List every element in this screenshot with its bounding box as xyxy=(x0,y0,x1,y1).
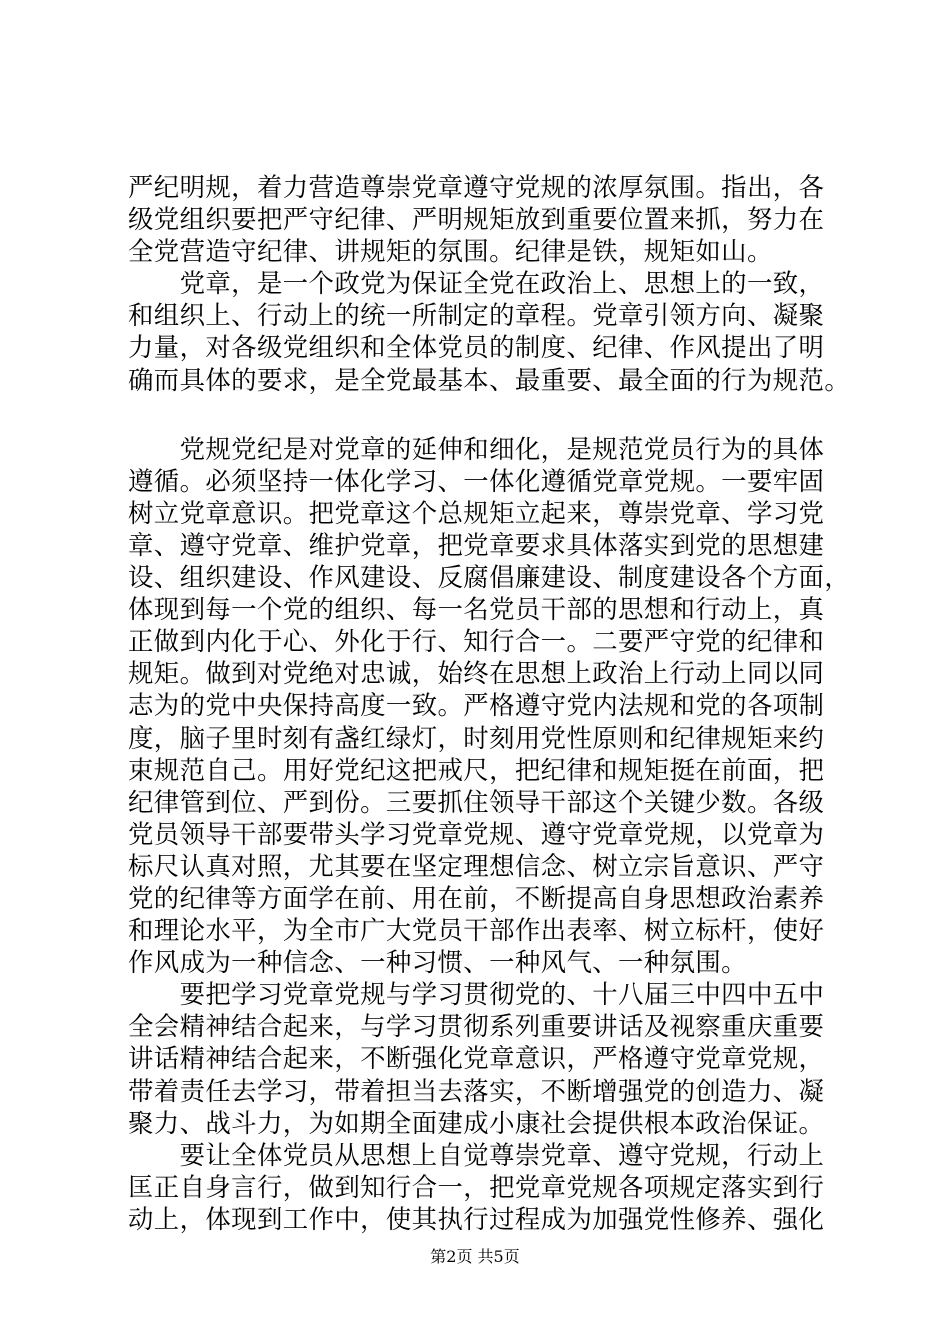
text-line: 动上，体现到工作中，使其执行过程成为加强党性修养、强化 xyxy=(128,1203,825,1234)
paragraph-5 xyxy=(128,1139,848,1235)
text-line: 讲话精神结合起来，不断强化党章意识，严格遵守党章党规， xyxy=(128,1043,825,1074)
text-line: 党章，是一个政党为保证全党在政治上、思想上的一致， xyxy=(128,268,825,299)
text-line: 和组织上、行动上的统一所制定的章程。党章引领方向、凝聚 xyxy=(128,300,825,331)
text-line: 正做到内化于心、外化于行、知行合一。二要严守党的纪律和 xyxy=(128,626,825,657)
text-line: 党规党纪是对党章的延伸和细化，是规范党员行为的具体 xyxy=(128,433,825,464)
text-line: 志为的党中央保持高度一致。严格遵守党内法规和党的各项制 xyxy=(128,690,825,721)
body-text xyxy=(128,171,851,1235)
text-line: 规矩。做到对党绝对忠诚，始终在思想上政治上行动上同以同 xyxy=(128,658,825,689)
text-line: 束规范自己。用好党纪这把戒尺，把纪律和规矩挺在前面，把 xyxy=(128,754,825,785)
text-line: 体现到每一个党的组织、每一名党员干部的思想和行动上，真 xyxy=(128,594,825,625)
text-line: 全会精神结合起来，与学习贯彻系列重要讲话及视察重庆重要 xyxy=(128,1011,825,1042)
paragraph-2 xyxy=(128,267,851,395)
text-line: 力量，对各级党组织和全体党员的制度、纪律、作风提出了明 xyxy=(128,332,825,363)
text-line: 章、遵守党章、维护党章，把党章要求具体落实到党的思想建 xyxy=(128,529,825,560)
paragraph-gap xyxy=(128,396,848,433)
page-footer xyxy=(0,1244,950,1267)
text-line: 纪律管到位、严到份。三要抓住领导干部这个关键少数。各级 xyxy=(128,786,825,817)
text-line: 聚力、战斗力，为如期全面建成小康社会提供根本政治保证。 xyxy=(128,1107,825,1138)
text-line: 党员领导干部要带头学习党章党规、遵守党章党规，以党章为 xyxy=(128,818,825,849)
text-line: 要让全体党员从思想上自觉尊崇党章、遵守党规，行动上 xyxy=(128,1139,825,1170)
text-line: 匡正自身言行，做到知行合一，把党章党规各项规定落实到行 xyxy=(128,1171,825,1202)
text-line: 度，脑子里时刻有盏红绿灯，时刻用党性原则和纪律规矩来约 xyxy=(128,722,825,753)
text-line: 全党营造守纪律、讲规矩的氛围。纪律是铁，规矩如山。 xyxy=(128,236,773,267)
paragraph-1 xyxy=(128,171,848,267)
text-line: 确而具体的要求，是全党最基本、最重要、最全面的行为规范。 xyxy=(128,364,851,395)
text-line: 设、组织建设、作风建设、反腐倡廉建设、制度建设各个方面， xyxy=(128,562,851,593)
text-line: 党的纪律等方面学在前、用在前，不断提高自身思想政治素养 xyxy=(128,882,825,913)
paragraph-4 xyxy=(128,978,848,1138)
text-line: 带着责任去学习，带着担当去落实，不断增强党的创造力、凝 xyxy=(128,1075,825,1106)
text-line: 树立党章意识。把党章这个总规矩立起来，尊崇党章、学习党 xyxy=(128,497,825,528)
text-line: 作风成为一种信念、一种习惯、一种风气、一种氛围。 xyxy=(128,947,747,978)
page-number: 第2页 共5页 xyxy=(430,1247,520,1266)
text-line: 标尺认真对照，尤其要在坚定理想信念、树立宗旨意识、严守 xyxy=(128,850,825,881)
text-line: 和理论水平，为全市广大党员干部作出表率、树立标杆，使好 xyxy=(128,915,825,946)
paragraph-3 xyxy=(128,433,851,979)
text-line: 严纪明规，着力营造尊崇党章遵守党规的浓厚氛围。指出，各 xyxy=(128,172,825,202)
text-line: 要把学习党章党规与学习贯彻党的、十八届三中四中五中 xyxy=(128,979,825,1010)
text-line: 级党组织要把严守纪律、严明规矩放到重要位置来抓，努力在 xyxy=(128,204,825,235)
text-line: 遵循。必须坚持一体化学习、一体化遵循党章党规。一要牢固 xyxy=(128,465,825,496)
